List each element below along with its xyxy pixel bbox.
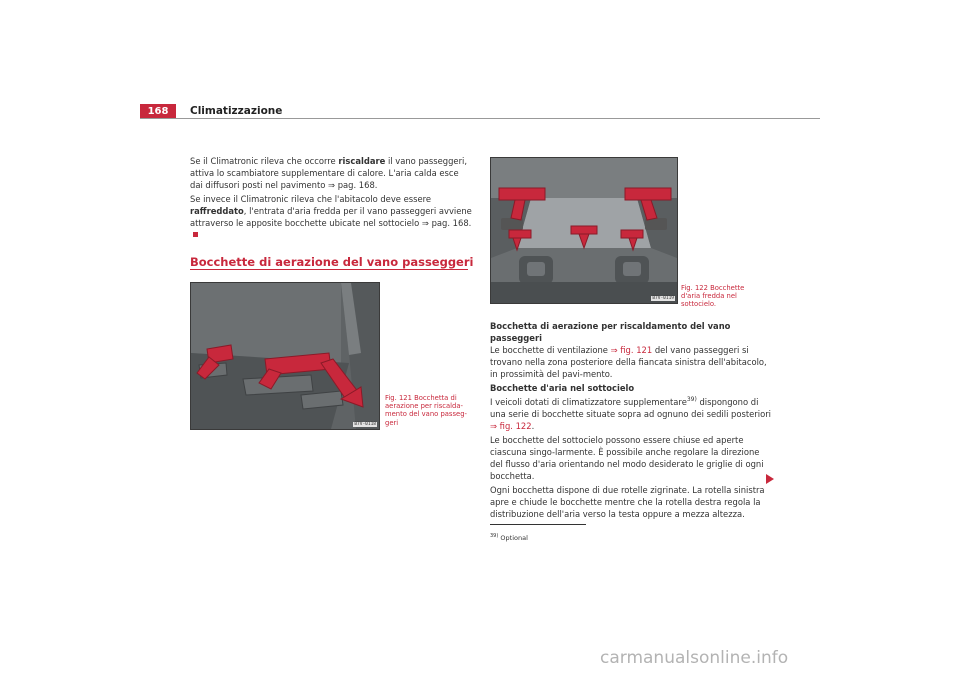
intro-paragraph-2: Se invece il Climatronic rileva che l'abitacolo deve essere raffreddato, l'entrata d'aria fredda per il vano passeggeri avviene attraverso le apposite bocchette ubicate nel sottocielo ⇒ pag. 168. [190, 193, 472, 241]
end-of-section-marker [193, 232, 198, 237]
paragraph-knurled-wheels: Ogni bocchetta dispone di due rotelle zigrinate. La rotella sinistra apre e chiude le bocchette mentre che la rotella destra regola la distribuzione dell'aria verso la testa oppure a mezza altezza. [490, 484, 765, 519]
figure-121-heating-vent [190, 282, 380, 430]
paragraph-heating-vent: Le bocchette di ventilazione ⇒ fig. 121 del vano passeggeri si trovano nella zona posteriore della fiancata sinistra dell'abitacolo, in prossimità del pavi-mento. [490, 345, 767, 379]
page-ref-link[interactable]: ⇒ pag. 168 [421, 218, 469, 228]
footnote-divider [490, 524, 586, 525]
figure-ref-link[interactable]: ⇒ fig. 121 [610, 345, 653, 355]
page-ref-link[interactable]: ⇒ pag. 168 [328, 180, 375, 190]
paragraph-ceiling-vents: I veicoli dotati di climatizzatore supplementare$^{39)}$ dispongono di una serie di bocchette situate sopra ad ognuno dei sedili posteriori ⇒ fig. 122. [490, 396, 771, 431]
subheading-heating-vent: Bocchetta di aerazione per riscaldamento del vano passeggeri [490, 321, 731, 343]
next-page-arrow-icon[interactable] [766, 474, 774, 484]
heating-vent-illustration [191, 283, 379, 429]
figure-code: B7V-0118 [354, 422, 376, 427]
ceiling-vents-illustration [491, 158, 677, 303]
paragraph-vent-control: Le bocchette del sottocielo possono essere chiuse ed aperte ciascuna singo-larmente. È possibile anche regolare la direzione del flusso d'aria orientando nel modo desiderato le griglie di ogni bocchetta. [490, 434, 764, 481]
intro-paragraph-1: Se il Climatronic rileva che occorre riscaldare il vano passeggeri, attiva lo scambiatore supplementare di calore. L'aria calda esce dai diffusori posti nel pavimento ⇒ pag. 168. [190, 156, 468, 190]
header-title: Climatizzazione [190, 105, 283, 117]
section-title: Bocchette di aerazione del vano passeggeri [190, 255, 474, 269]
intro-text [190, 155, 472, 241]
figure-121-caption: Fig. 121 Bocchetta di aerazione per riscalda-mento del vano passeg-geri [385, 394, 467, 427]
footnote-ref[interactable]: 39) [686, 396, 697, 403]
page-number: 168 [140, 104, 176, 119]
footnote: $^{39)}$ Optional [490, 533, 528, 543]
header-divider [140, 118, 820, 119]
watermark: carmanualsonline.info [600, 648, 789, 668]
figure-122-ceiling-vents [490, 157, 678, 304]
section-divider [190, 269, 468, 270]
figure-code: B7V-0119 [652, 296, 674, 301]
subheading-ceiling-vents: Bocchette d'aria nel sottocielo [490, 383, 635, 393]
right-column-text [490, 320, 772, 520]
figure-ref-link[interactable]: ⇒ fig. 122 [490, 420, 532, 431]
figure-122-caption: Fig. 122 Bocchette d'aria fredda nel sottocielo. [681, 284, 745, 309]
